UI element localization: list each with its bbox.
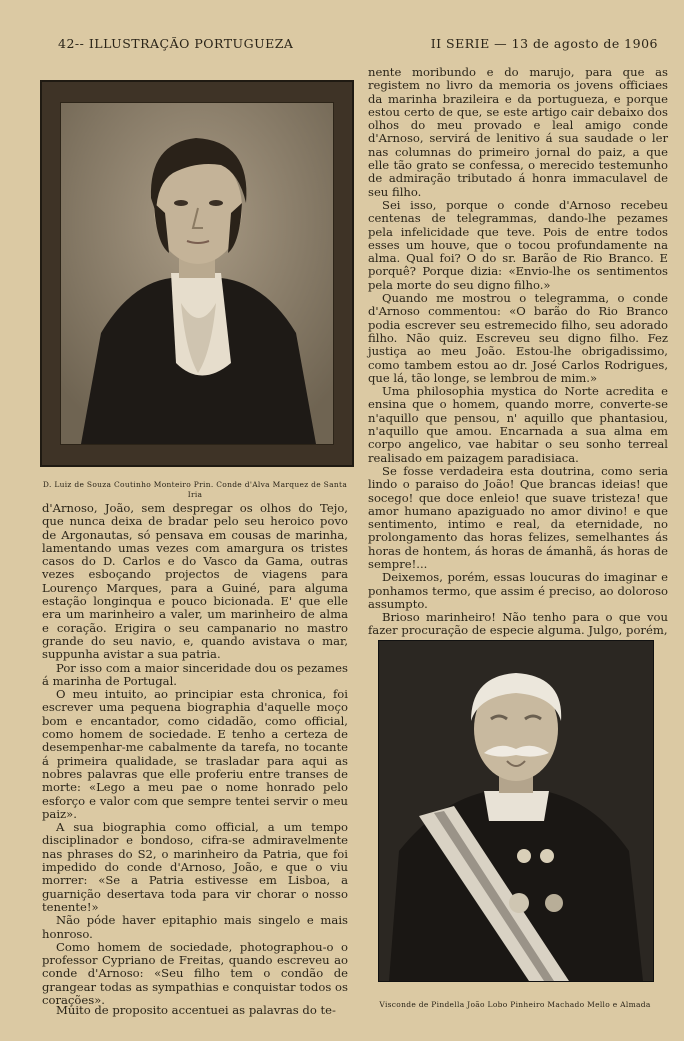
paragraph: Como homem de sociedade, photographou-o o professor Cypriano de Freitas, quando escreveu ao conde d'Arnoso: «Seu filho tem o condão de grangear todas as sympathias e conquistar todos os corações». — [42, 939, 348, 1007]
caption-portrait-bottom: Visconde de Pindella João Lobo Pinheiro Machado Mello e Almada — [379, 1000, 651, 1009]
paragraph: Não póde haver epitaphio mais singelo e mais honroso. — [42, 913, 348, 941]
page-header — [58, 36, 658, 52]
paragraph: Deixemos, porém, essas loucuras do imaginar e ponhamos termo, que assim é preciso, ao doloroso assumpto. — [368, 570, 668, 611]
left-column-text — [42, 502, 348, 1007]
paragraph: d'Arnoso, João, sem despregar os olhos do Tejo, que nunca deixa de bradar pelo seu heroico povo de Argonautas, só pensava em cousas de marinha, lamentando umas vezes com amargura os tristes casos do D. Carlos e do Vasco da Gama, outras vezes esboçando projectos de viagens para Lourenço Marques, para a Guiné, para alguma estação longinqua e pouco bicionada. E' que elle era um marinheiro a valer, um marinheiro de alma e coração. Erigira o seu campanario no mastro grande do seu navio, e, quando avistava o mar, suppunha avistar a sua patria. — [42, 501, 348, 662]
paragraph: O meu intuito, ao principiar esta chronica, foi escrever uma pequena biographia d'aquelle moço bom e encantador, como cidadão, como official, como homem de sociedade. E tenho a certeza de desempenhar-me cabalmente da tarefa, no tocante á primeira qualidade, se trasladar para aqui as nobres palavras que elle proferiu entre transes de morte: «Lego a meu pae o nome honrado pelo esforço e valor com que sempre tentei servir o meu paiz». — [42, 687, 348, 821]
header-left-title: 42-- ILLUSTRAÇÃO PORTUGUEZA — [58, 36, 294, 51]
portrait-old-man-photo — [378, 640, 654, 982]
paragraph: Uma philosophia mystica do Norte acredita e ensina que o homem, quando morre, converte-se n'aquillo que pensou, n' aquillo que phantasiou, n'aquillo que amou. Encarnada a sua alma em corpo angelico, vae habitar o seu sonho terreal realisado em paizagem paradisiaca. — [368, 384, 668, 465]
framed-portrait-top — [40, 80, 354, 467]
paragraph: Sei isso, porque o conde d'Arnoso recebeu centenas de telegrammas, dando-lhe pezames pela infelicidade que teve. Pois de entre todos esses um houve, que o tocou profundamente na alma. Qual foi? O do sr. Barão de Rio Branco. E porquê? Porque dizia: «Envio-lhe os sentimentos pela morte do seu digno filho.» — [368, 197, 668, 292]
portrait-young-man-drawing — [61, 103, 333, 444]
paragraph: Quando me mostrou o telegramma, o conde d'Arnoso commentou: «O barão do Rio Branco podia escrever seu estremecido filho, seu adorado filho. Não quiz. Escreveu seu digno filho. Fez justiça ao meu João. Estou-lhe obrigadissimo, como tambem estou ao dr. José Carlos Rodrigues, que lá, tão longe, se lembrou de mim.» — [368, 291, 668, 385]
paragraph: Por isso com a maior sinceridade dou os pezames á marinha de Portugal. — [42, 660, 348, 688]
portrait-old-man-drawing — [379, 641, 653, 981]
paragraph: Brioso marinheiro! Não tenho para o que vou fazer procuração de especie alguma. Julgo, porém, — [368, 610, 668, 638]
paragraph: Se fosse verdadeira esta doutrina, como seria lindo o paraiso do João! Que brancas ideias! que socego! que doce enleio! que suave tristeza! que amor humano apaziguado no amor divino! e que sentimento, intimo e real, da eternidade, no prolongamento das horas felizes, semelhantes ás horas de hontem, ás horas de ámanhã, ás horas de sempre!... — [368, 463, 668, 571]
right-column-text — [368, 66, 668, 638]
header-issue-date: II SERIE — 13 de agosto de 1906 — [430, 36, 658, 51]
paragraph: nente moribundo e do marujo, para que as registem no livro da memoria os jovens officiaes da marinha brazileira e da portugueza, e porque estou certo de que, se este artigo cair debaixo dos olhos do meu provado e leal amigo conde d'Arnoso, servirá de lenitivo á sua saudade o ler nas columnas do primeiro jornal do paiz, a que elle tão grato se confessa, o merecido testemunho de admiração tributado á honra immaculavel de seu filho. — [368, 65, 668, 199]
paragraph-continued: Muito de proposito accentuei as palavras do te- — [56, 1003, 336, 1017]
paragraph: A sua biographia como official, a um tempo disciplinador e bondoso, cifra-se admiravelmente nas phrases do S2, o marinheiro da Patria, que foi impedido do conde d'Arnoso, João, e que o viu morrer: «Se a Patria estivesse em Lisboa, a guarnição desertava toda para vir chorar o nosso tenente!» — [42, 820, 348, 914]
portrait-young-man-image — [60, 102, 334, 445]
caption-portrait-top: D. Luiz de Souza Coutinho Monteiro Prin. Conde d'Alva Marquez de Santa Iria — [42, 480, 348, 499]
